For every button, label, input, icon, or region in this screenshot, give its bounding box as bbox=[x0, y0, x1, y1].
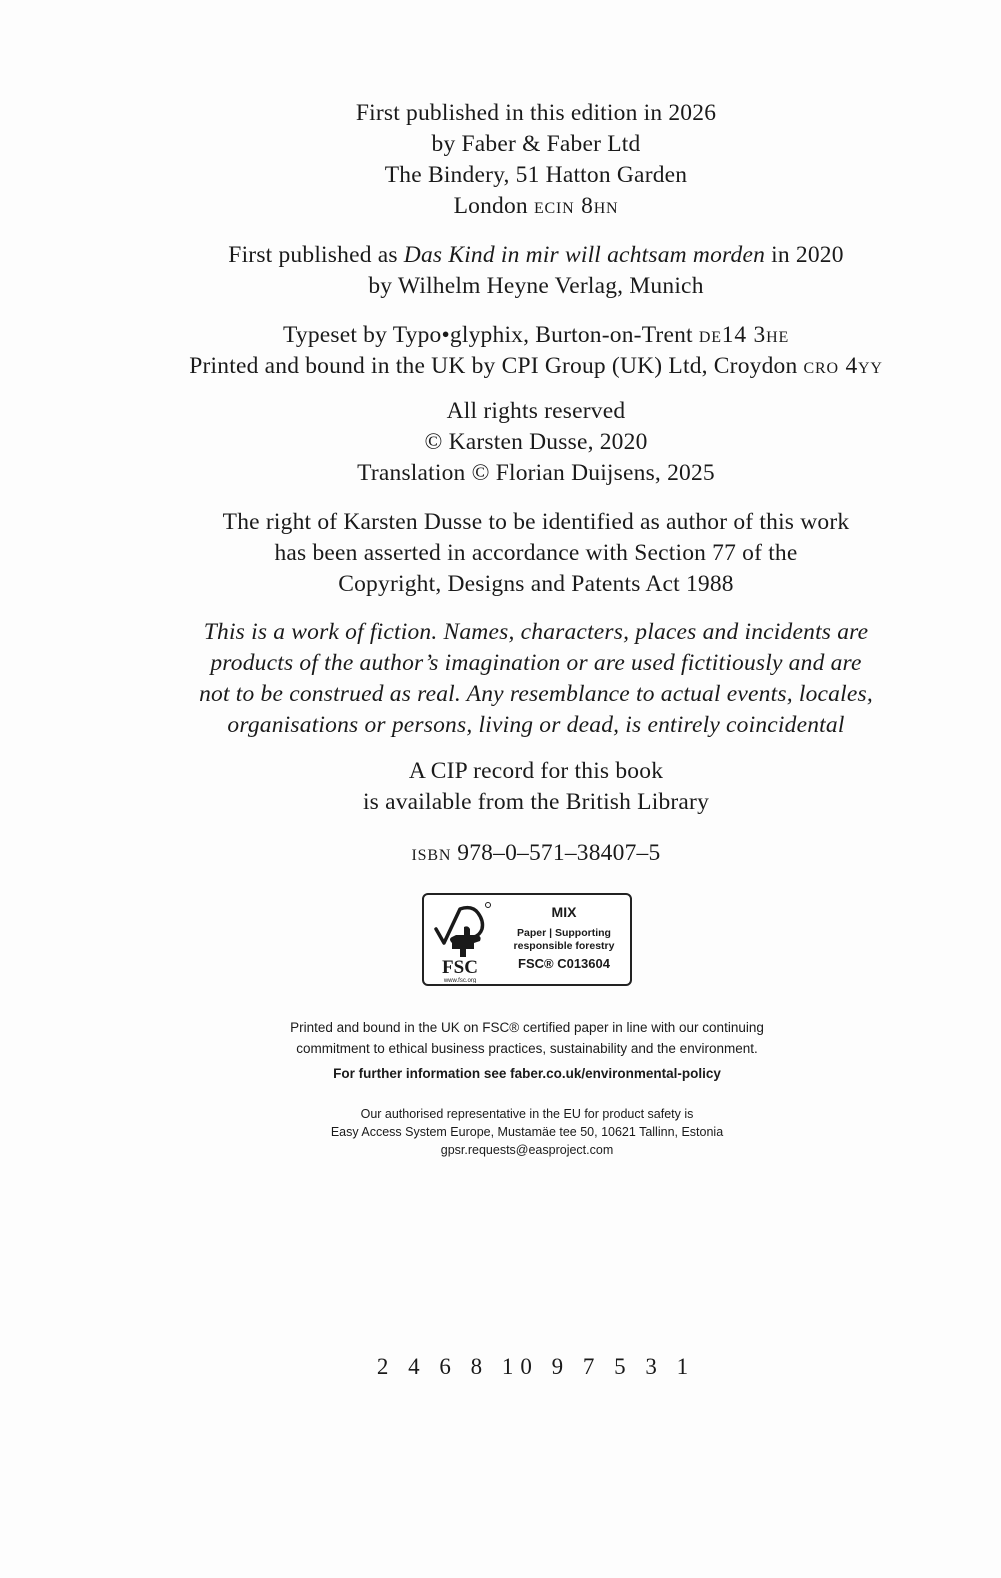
printer-key-numbers: 2 4 6 8 10 9 7 5 3 1 bbox=[376, 1354, 696, 1379]
printer-key bbox=[0, 1351, 1001, 1382]
isbn-block bbox=[0, 838, 1001, 869]
fsc-code: FSC® C013604 bbox=[518, 956, 610, 971]
original-prefix: First published as bbox=[228, 242, 404, 268]
fsc-brand: FSC bbox=[442, 957, 478, 978]
rights-line: Translation © Florian Duijsens, 2025 bbox=[357, 460, 715, 486]
typeset-line bbox=[0, 320, 1001, 351]
original-line bbox=[0, 240, 1001, 271]
original-suffix: in 2020 bbox=[765, 242, 844, 268]
postcode: cro 4yy bbox=[803, 353, 883, 379]
publication-line: by Faber & Faber Ltd bbox=[431, 131, 641, 157]
fsc-mix: MIX bbox=[551, 904, 577, 920]
disclaimer-line: products of the author’s imagination or are used fictitiously and are bbox=[210, 650, 862, 676]
moral-right-block bbox=[0, 507, 1001, 600]
publication-address bbox=[0, 191, 1001, 222]
isbn-line bbox=[0, 838, 1001, 869]
city: London bbox=[453, 193, 534, 219]
cip-line: A CIP record for this book bbox=[408, 758, 664, 784]
printed-text: Printed and bound in the UK by CPI Group (UK) Ltd, Croydon bbox=[189, 353, 804, 379]
environment-block bbox=[0, 1017, 1001, 1084]
printing-block bbox=[0, 320, 1001, 382]
fsc-paper-line: Paper | Supporting bbox=[517, 927, 611, 939]
fsc-url: www.fsc.org bbox=[443, 978, 477, 983]
disclaimer-line: organisations or persons, living or dead, is entirely coincidental bbox=[227, 712, 845, 738]
fsc-label bbox=[422, 893, 632, 986]
rights-line: © Karsten Dusse, 2020 bbox=[424, 429, 648, 455]
publication-line: The Bindery, 51 Hatton Garden bbox=[384, 162, 688, 188]
publication-line: First published in this edition in 2026 bbox=[355, 100, 717, 126]
eu-email: gpsr.requests@easproject.com bbox=[440, 1143, 614, 1157]
eu-representative-block bbox=[0, 1105, 1001, 1159]
fsc-paper-line: responsible forestry bbox=[513, 940, 615, 952]
environment-link-line: For further information see faber.co.uk/environmental-policy bbox=[333, 1066, 721, 1081]
original-title: Das Kind in mir will achtsam morden bbox=[403, 242, 766, 268]
postcode: de14 3he bbox=[698, 322, 790, 348]
rights-block bbox=[0, 396, 1001, 489]
environment-line: commitment to ethical business practices, sustainability and the environment. bbox=[296, 1041, 758, 1056]
moral-right-line: has been asserted in accordance with Section 77 of the bbox=[274, 540, 798, 566]
typeset-text: Typeset by Typo•glyphix, Burton-on-Trent bbox=[282, 322, 699, 348]
cip-line: is available from the British Library bbox=[362, 789, 710, 815]
isbn-label: isbn bbox=[411, 840, 452, 866]
moral-right-line: The right of Karsten Dusse to be identified as author of this work bbox=[222, 509, 850, 535]
environment-line: Printed and bound in the UK on FSC® certified paper in line with our continuing bbox=[290, 1020, 764, 1035]
eu-line: Our authorised representative in the EU for product safety is bbox=[360, 1107, 694, 1121]
disclaimer-line: not to be construed as real. Any resemblance to actual events, locales, bbox=[199, 681, 873, 707]
fsc-tree-logo-icon bbox=[430, 899, 494, 983]
original-publisher: by Wilhelm Heyne Verlag, Munich bbox=[368, 273, 704, 299]
printed-line bbox=[0, 351, 1001, 382]
isbn-number: 978–0–571–38407–5 bbox=[457, 840, 661, 866]
disclaimer-line: This is a work of fiction. Names, characters, places and incidents are bbox=[203, 619, 869, 645]
moral-right-line: Copyright, Designs and Patents Act 1988 bbox=[338, 571, 734, 597]
original-publication-block bbox=[0, 240, 1001, 302]
publication-block bbox=[0, 98, 1001, 222]
rights-line: All rights reserved bbox=[446, 398, 626, 424]
fsc-text bbox=[500, 903, 628, 972]
eu-line: Easy Access System Europe, Mustamäe tee 50, 10621 Tallinn, Estonia bbox=[330, 1125, 724, 1139]
disclaimer-block bbox=[0, 617, 1001, 741]
cip-block bbox=[0, 756, 1001, 818]
postcode: ecin 8hn bbox=[533, 193, 619, 219]
